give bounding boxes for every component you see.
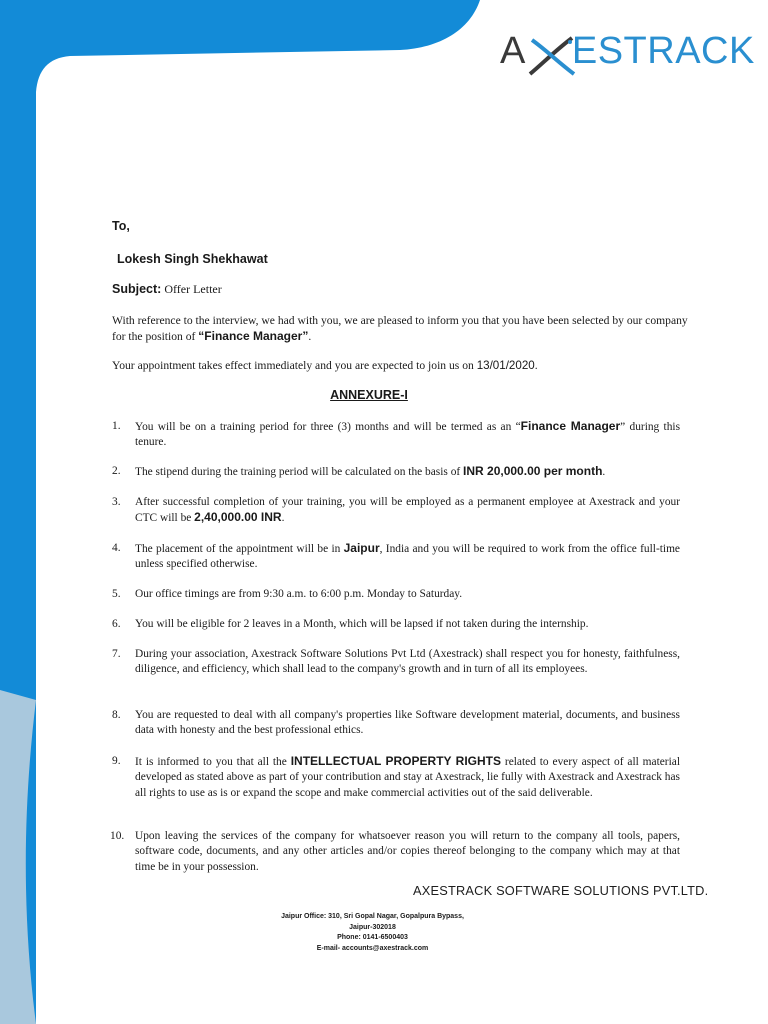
item-text: After successful completion of your training, you will be employed as a permanent employee at Axestrack and your CTC will be: [135, 496, 680, 525]
list-item: [112, 754, 680, 801]
item-text-end: , India and you will be required to work from the office full-time unless specified otherwise.: [135, 543, 680, 571]
item-text-end: ” during this tenure.: [135, 421, 681, 449]
item-number: 7.: [112, 648, 121, 660]
item-text: Upon leaving the services of the company for whatsoever reason you will return to the company all tools, papers, software code, documents, and any other articles and/or copies thereof belonging to the company which may at that time be in your possession.: [135, 830, 680, 873]
item-emphasis: Jaipur: [343, 541, 380, 555]
item-emphasis: INR 20,000.00 per month: [463, 464, 603, 478]
list-item: [112, 541, 680, 573]
footer-office: Jaipur Office: 310, Sri Gopal Nagar, Gopalpura Bypass,: [281, 913, 464, 920]
logo-letters-estrack: ESTRACK: [571, 30, 755, 72]
item-number: 10.: [110, 830, 125, 842]
item-text: Our office timings are from 9:30 a.m. to 6:00 p.m. Monday to Saturday.: [135, 588, 463, 600]
joining-paragraph: [112, 358, 692, 374]
position-title: “Finance Manager”: [198, 328, 309, 343]
list-item: [112, 829, 680, 875]
to-label: To,: [112, 219, 130, 233]
item-number: 6.: [112, 618, 121, 630]
subject-label: Subject:: [112, 282, 162, 296]
subject-value: Offer Letter: [164, 282, 222, 296]
recipient-name: Lokesh Singh Shekhawat: [117, 252, 268, 266]
item-text: You are requested to deal with all company's properties like Software development material, documents, and business data with honesty and the best professional ethics.: [135, 709, 680, 737]
list-item: [112, 617, 680, 632]
item-emphasis: INTELLECTUAL PROPERTY RIGHTS: [290, 754, 502, 768]
item-number: 2.: [112, 465, 121, 477]
subject-line: [112, 282, 222, 297]
intro-paragraph: [112, 313, 692, 344]
item-number: 4.: [112, 542, 121, 554]
item-emphasis: 2,40,000.00 INR: [194, 510, 282, 525]
item-text: It is informed to you that all the: [135, 756, 291, 768]
item-text: The stipend during the training period will be calculated on the basis of: [135, 466, 464, 478]
item-text-end: related to every aspect of all material developed as stated above as part of your contribution and stay at Axestrack, lie fully with Axestrack and Axestrack has all rights to use as is or expand the scope and make commercial activities out of the said deliverable.: [135, 756, 680, 799]
annexure-title-text: ANNEXURE-I: [330, 388, 408, 402]
company-signature: AXESTRACK SOFTWARE SOLUTIONS PVT.LTD.: [413, 883, 709, 898]
intro-text: With reference to the interview, we had with you, we are pleased to inform you that you have been selected by our company for the position of: [112, 314, 688, 343]
item-text: You will be on a training period for three (3) months and will be termed as an “: [135, 421, 521, 433]
list-item: [112, 419, 680, 451]
item-number: 5.: [112, 588, 121, 600]
list-item: [112, 587, 680, 602]
item-number: 9.: [112, 755, 121, 767]
joining-text: Your appointment takes effect immediately and you are expected to join us on: [112, 359, 477, 372]
item-text: You will be eligible for 2 leaves in a Month, which will be lapsed if not taken during the internship.: [135, 618, 589, 630]
joining-date: 13/01/2020: [476, 359, 535, 372]
logo-letter-a: A: [500, 30, 526, 72]
joining-end: .: [534, 359, 538, 372]
item-number: 3.: [112, 496, 121, 508]
item-text-end: .: [602, 466, 606, 478]
footer-address: [250, 912, 495, 955]
company-logo: [492, 30, 762, 86]
item-number: 8.: [112, 709, 121, 721]
item-emphasis: Finance Manager: [520, 419, 621, 433]
footer-phone: Phone: 0141-6500403: [337, 934, 408, 942]
footer-pincode: Jaipur-302018: [349, 923, 396, 931]
item-text: The placement of the appointment will be in: [135, 543, 344, 555]
list-item: [112, 708, 680, 739]
item-text-end: .: [281, 512, 285, 525]
item-text: During your association, Axestrack Software Solutions Pvt Ltd (Axestrack) shall respect you for honesty, faithfulness, diligence, and efficiency, which shall lead to the company's growth and in turn of all its employees.: [135, 648, 680, 676]
footer-email: E-mail- accounts@axestrack.com: [316, 945, 429, 953]
annexure-title: [0, 388, 768, 402]
list-item: [112, 495, 680, 527]
intro-end: .: [308, 329, 312, 343]
list-item: [112, 647, 680, 678]
logo-wordmark: [500, 30, 755, 73]
list-item: [112, 464, 680, 480]
item-number: 1.: [112, 420, 121, 432]
